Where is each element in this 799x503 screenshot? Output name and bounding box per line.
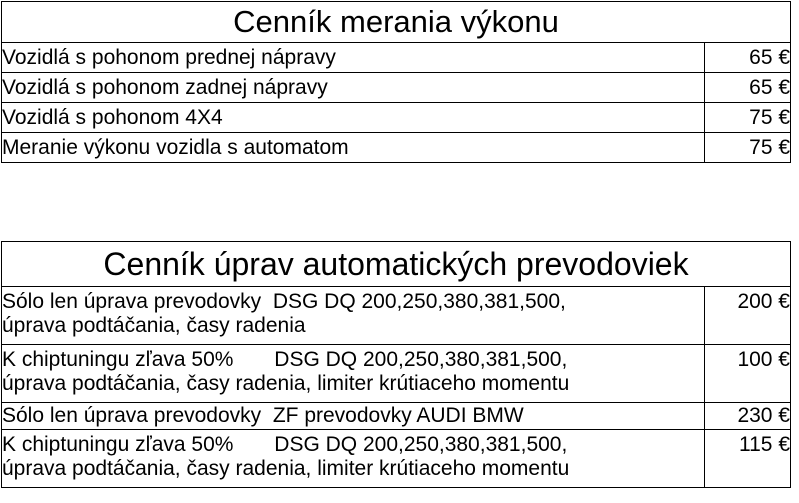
- table-row: [2, 403, 791, 430]
- row-price: 100 €: [705, 345, 791, 403]
- table-row: [2, 133, 791, 163]
- row-label: [2, 287, 705, 345]
- table-title-row: [2, 2, 791, 43]
- row-label: Vozidlá s pohonom 4X4: [2, 103, 705, 133]
- row-price: 65 €: [705, 73, 791, 103]
- row-label-line-1: K chiptuningu zľava 50% DSG DQ 200,250,380,381,500,: [2, 348, 568, 371]
- row-price: 115 €: [705, 430, 791, 488]
- row-label-line-1: Sólo len úprava prevodovky DSG DQ 200,250,380,381,500,: [2, 290, 566, 313]
- table-row: [2, 287, 791, 345]
- row-price: 65 €: [705, 43, 791, 73]
- row-label-line-2: úprava podtáčania, časy radenia: [2, 314, 306, 337]
- table-row: [2, 103, 791, 133]
- row-label: Meranie výkonu vozidla s automatom: [2, 133, 705, 163]
- table-title: Cenník merania výkonu: [2, 2, 791, 43]
- gearbox-tuning-price-table: [1, 241, 791, 488]
- table-row: [2, 430, 791, 488]
- table-title-row: [2, 242, 791, 287]
- row-label-line-1: K chiptuningu zľava 50% DSG DQ 200,250,380,381,500,: [2, 433, 568, 456]
- table-row: [2, 345, 791, 403]
- table-title: Cenník úprav automatických prevodoviek: [2, 242, 791, 287]
- row-price: 230 €: [705, 403, 791, 430]
- row-label: [2, 403, 705, 430]
- row-label: [2, 430, 705, 488]
- power-measurement-price-table: [1, 1, 791, 163]
- row-price: 200 €: [705, 287, 791, 345]
- table-row: [2, 43, 791, 73]
- row-label-line-2: úprava podtáčania, časy radenia, limiter krútiaceho momentu: [2, 372, 570, 395]
- row-price: 75 €: [705, 103, 791, 133]
- row-label-line-1: Sólo len úprava prevodovky ZF prevodovky AUDI BMW: [2, 404, 524, 427]
- row-label: Vozidlá s pohonom prednej nápravy: [2, 43, 705, 73]
- row-label: [2, 345, 705, 403]
- row-label-line-2: úprava podtáčania, časy radenia, limiter krútiaceho momentu: [2, 457, 570, 480]
- row-price: 75 €: [705, 133, 791, 163]
- table-row: [2, 73, 791, 103]
- row-label: Vozidlá s pohonom zadnej nápravy: [2, 73, 705, 103]
